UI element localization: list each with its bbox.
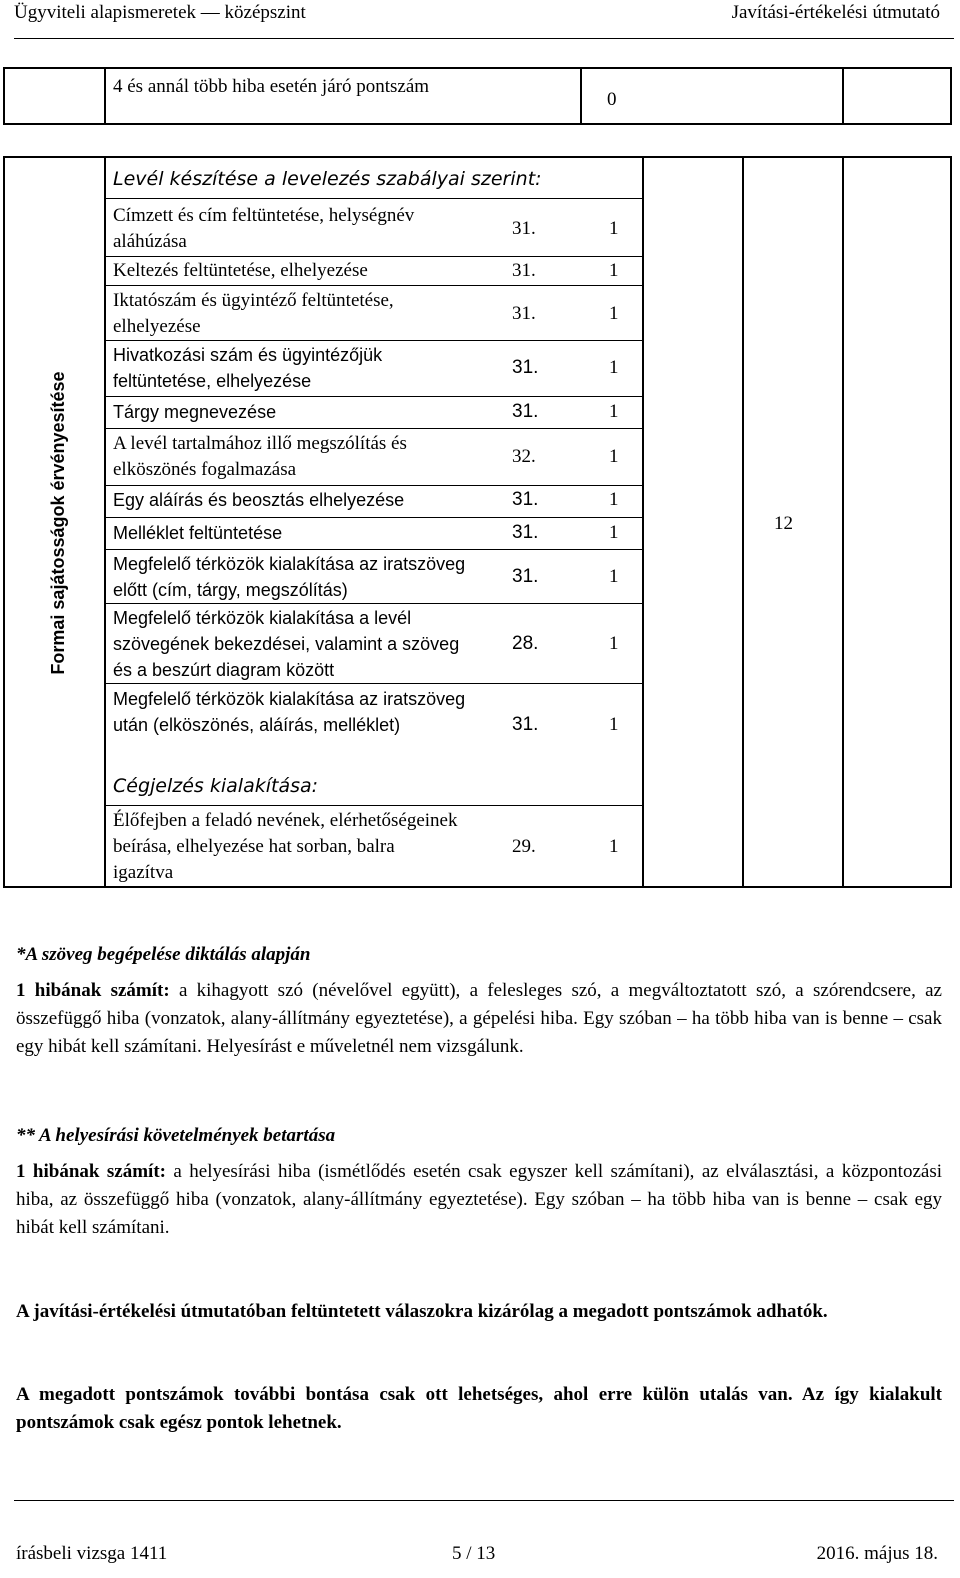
list-item: Élőfejben a feladó nevének, elérhetőségeinek beírása, elhelyezése hat sorban, balra igazítva [113, 810, 458, 883]
item-points: 1 [609, 489, 619, 510]
list-item: Tárgy megnevezése [113, 402, 277, 422]
total-points: 12 [774, 513, 793, 534]
breakdown-note: A megadott pontszámok további bontása csak ott lehetséges, ahol erre külön utalás van. Az így kialakult pontszámok csak egész pontok lehetnek. [16, 1384, 942, 1433]
item-points: 1 [609, 357, 619, 378]
item-ref: 31. [512, 303, 536, 324]
list-item: Hivatkozási szám és ügyintézőjük feltüntetése, elhelyezése [113, 345, 383, 391]
list-item: Címzett és cím feltüntetése, helységnév aláhúzása [113, 205, 415, 252]
note2-body: 1 hibának számít: a helyesírási hiba (ismétlődés esetén csak egyszer kell számítani), az elválasztási, a központozási hiba, az összefüggő hiba (vonzatok, alany-állítmány egyeztetése). Egy szóban – ha több hiba van is benne – csak egy hibát kell számítani. [16, 1161, 942, 1238]
item-ref: 31. [512, 260, 536, 281]
page-number: 5 / 13 [452, 1543, 496, 1564]
item-ref: 31. [512, 218, 536, 239]
footer-left: írásbeli vizsga 1411 [16, 1543, 168, 1564]
item-ref: 31. [512, 489, 539, 510]
item-ref: 31. [512, 714, 539, 735]
top-row-points: 0 [607, 89, 617, 110]
list-item: Megfelelő térközök kialakítása az iratszöveg után (elköszönés, aláírás, melléklet) [113, 689, 466, 735]
item-ref: 31. [512, 401, 539, 422]
item-ref: 29. [512, 836, 536, 857]
footer-rule [14, 1500, 954, 1501]
rotated-category-label: Formai sajátosságok érvényesítése [48, 371, 68, 675]
item-points: 1 [609, 446, 619, 467]
list-item: Megfelelő térközök kialakítása a levél szövegének bekezdései, valamint a szöveg és a beszúrt diagram között [113, 608, 460, 680]
note1-body: 1 hibának számít: a kihagyott szó (névelővel együtt), a felesleges szó, a megváltoztatott szó, a szórendcsere, az összefüggő hiba (vonzatok, alany-állítmány egyeztetése), a gépelési hiba. Egy szóban – ha több hiba van is benne – csak egy hibát kell számítani. Helyesírást e műveletnél nem vizsgálunk. [16, 980, 942, 1057]
header-rule [14, 38, 954, 39]
section-title-header: Cégjelzés kialakítása: [113, 775, 319, 797]
list-item: Keltezés feltüntetése, elhelyezése [113, 260, 368, 281]
item-points: 1 [609, 303, 619, 324]
item-ref: 28. [512, 633, 539, 654]
list-item: A levél tartalmához illő megszólítás és elköszönés fogalmazása [113, 433, 407, 480]
top-row-label: 4 és annál több hiba esetén járó pontszám [113, 76, 430, 97]
item-points: 1 [609, 566, 619, 587]
item-ref: 31. [512, 357, 539, 378]
item-points: 1 [609, 218, 619, 239]
list-item: Melléklet feltüntetése [113, 523, 283, 543]
header-right: Javítási-értékelési útmutató [731, 2, 940, 23]
note1-title: *A szöveg begépelése diktálás alapján [16, 944, 311, 965]
item-points: 1 [609, 633, 619, 654]
item-points: 1 [609, 401, 619, 422]
item-points: 1 [609, 260, 619, 281]
scoring-note: A javítási-értékelési útmutatóban feltüntetett válaszokra kizárólag a megadott pontszámok adhatók. [16, 1301, 828, 1322]
list-item: Egy aláírás és beosztás elhelyezése [113, 490, 405, 510]
header-left: Ügyviteli alapismeretek — középszint [14, 2, 306, 23]
item-ref: 32. [512, 446, 536, 467]
list-item: Iktatószám és ügyintéző feltüntetése, elhelyezése [113, 290, 394, 337]
item-ref: 31. [512, 566, 539, 587]
list-item: Megfelelő térközök kialakítása az iratszöveg előtt (cím, tárgy, megszólítás) [113, 554, 466, 600]
section-title-level: Levél készítése a levelezés szabályai szerint: [113, 168, 542, 190]
item-points: 1 [609, 836, 619, 857]
note2-title: ** A helyesírási követelmények betartása [16, 1125, 336, 1146]
item-ref: 31. [512, 522, 539, 543]
item-points: 1 [609, 522, 619, 543]
footer-date: 2016. május 18. [816, 1543, 938, 1564]
item-points: 1 [609, 714, 619, 735]
